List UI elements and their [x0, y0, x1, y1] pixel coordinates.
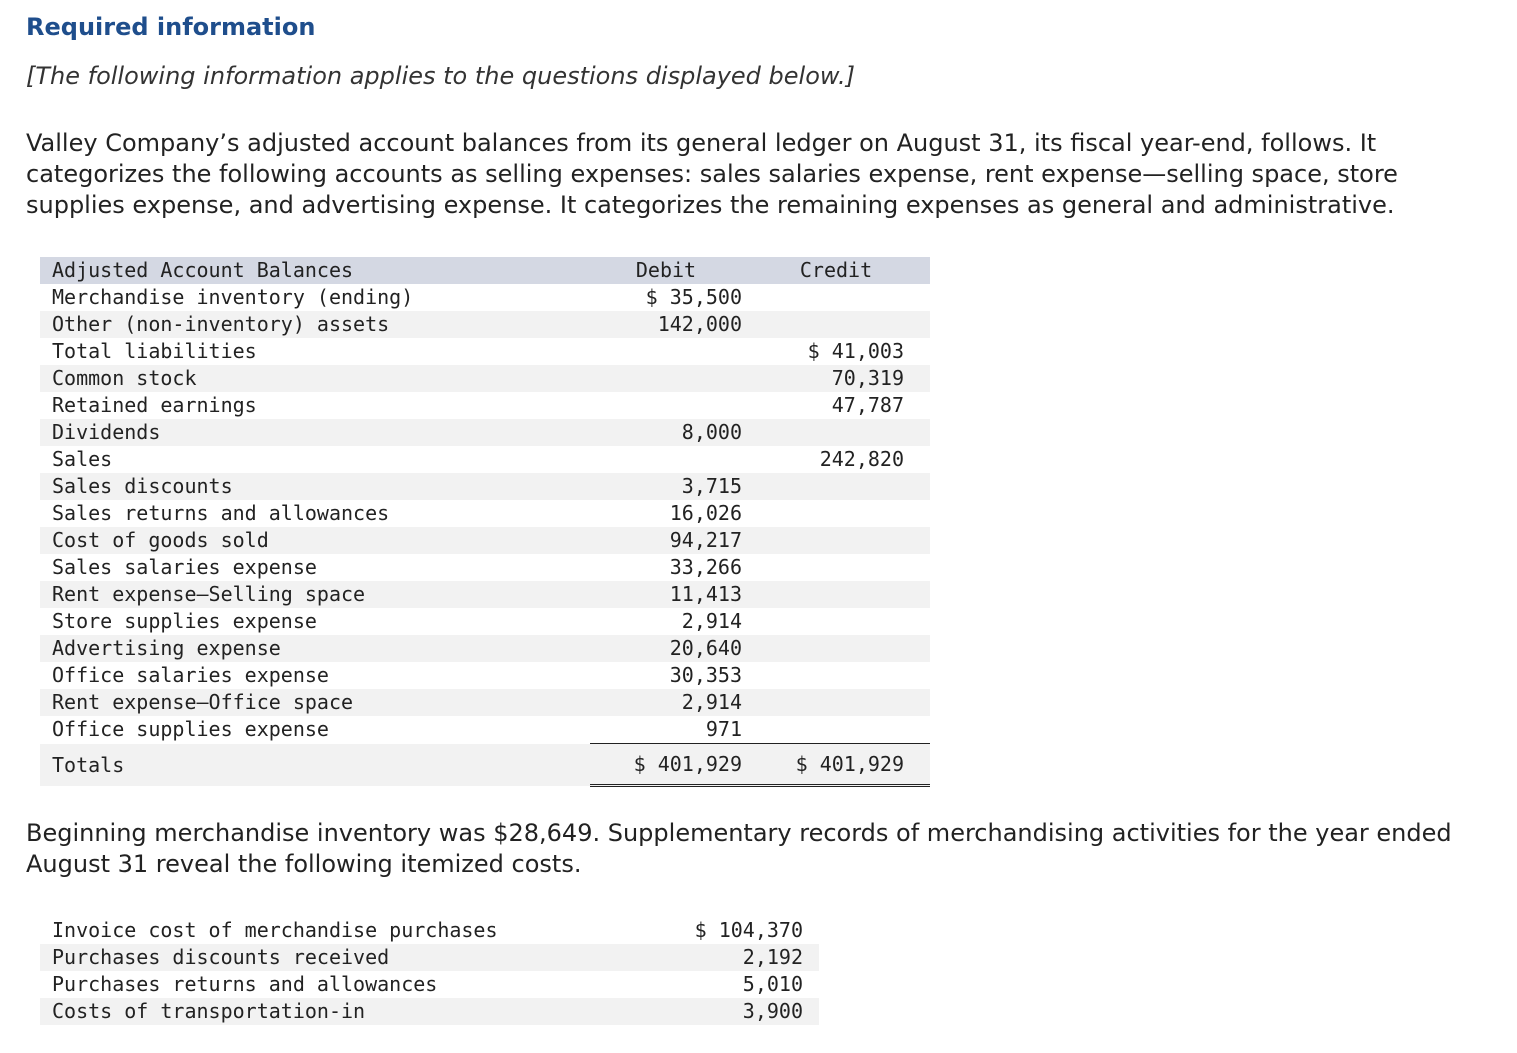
- table-row: [40, 554, 930, 581]
- account-name: Other (non-inventory) assets: [40, 311, 590, 338]
- adjusted-balances-table: [40, 257, 930, 787]
- page-heading: Required information: [26, 13, 316, 41]
- table-row: [40, 473, 930, 500]
- cost-label: Costs of transportation-in: [40, 998, 677, 1025]
- table-row: [40, 635, 930, 662]
- account-name: Office supplies expense: [52, 717, 329, 742]
- credit-value: [742, 635, 930, 662]
- account-name: Total liabilities: [52, 339, 257, 363]
- cost-amount: $ 104,370: [694, 918, 803, 942]
- table-row: [40, 716, 930, 744]
- totals-label: Totals: [40, 744, 590, 786]
- credit-value: 47,787: [831, 393, 904, 417]
- debit-value: 33,266: [669, 555, 742, 579]
- credit-value: [742, 473, 930, 500]
- credit-value: [742, 662, 930, 689]
- credit-value: [742, 716, 930, 744]
- table-row: [40, 419, 930, 446]
- account-name: Office salaries expense: [52, 663, 329, 687]
- cost-label: Purchases returns and allowances: [52, 972, 438, 996]
- credit-value: 70,319: [742, 365, 930, 392]
- table-header-row: [40, 257, 930, 284]
- debit-value: 8,000: [590, 419, 742, 446]
- cost-label: Purchases discounts received: [40, 944, 677, 971]
- column-header-debit: Debit: [590, 257, 742, 284]
- account-name: Dividends: [40, 419, 590, 446]
- debit-value: 20,640: [590, 635, 742, 662]
- credit-value: [742, 554, 930, 581]
- table-row: [40, 446, 930, 473]
- debit-value: [590, 338, 742, 365]
- credit-value: [742, 527, 930, 554]
- account-name: Rent expense—Office space: [40, 689, 590, 716]
- credit-value: [742, 419, 930, 446]
- credit-value: [742, 581, 930, 608]
- cost-amount: 3,900: [677, 998, 819, 1025]
- table-row: [40, 971, 819, 998]
- table-row: [40, 998, 819, 1025]
- account-name: Retained earnings: [52, 393, 257, 417]
- table-row: [40, 527, 930, 554]
- table-row: [40, 311, 930, 338]
- account-name: Sales: [52, 447, 113, 471]
- debit-value: 16,026: [669, 501, 742, 525]
- credit-value: [742, 608, 930, 635]
- credit-total: $ 401,929: [742, 744, 930, 786]
- account-name: Merchandise inventory (ending): [52, 285, 414, 309]
- debit-value: [590, 446, 742, 473]
- debit-value: 94,217: [590, 527, 742, 554]
- table-row: [40, 365, 930, 392]
- column-header-credit: Credit: [742, 257, 930, 284]
- debit-value: [590, 392, 742, 419]
- credit-value: [742, 500, 930, 527]
- account-name: Sales returns and allowances: [52, 501, 390, 525]
- table-row: [40, 500, 930, 527]
- credit-value: [742, 689, 930, 716]
- inventory-note-paragraph: Beginning merchandise inventory was $28,649. Supplementary records of merchandising activities for the year ended August 31 reveal the following itemized costs.: [26, 819, 1452, 878]
- credit-value: 242,820: [819, 447, 904, 471]
- debit-value: 142,000: [590, 311, 742, 338]
- account-name: Advertising expense: [40, 635, 590, 662]
- debit-value: 3,715: [590, 473, 742, 500]
- cost-amount: 2,192: [677, 944, 819, 971]
- debit-value: 2,914: [590, 689, 742, 716]
- itemized-costs-table: [40, 917, 819, 1025]
- table-row: [40, 392, 930, 419]
- debit-value: $ 35,500: [645, 285, 742, 309]
- debit-value: 971: [705, 717, 742, 741]
- account-name: Store supplies expense: [52, 609, 317, 633]
- table-row: [40, 662, 930, 689]
- cost-amount: 5,010: [742, 972, 803, 996]
- cost-label: Invoice cost of merchandise purchases: [52, 918, 498, 942]
- account-name: Sales discounts: [40, 473, 590, 500]
- table-row: [40, 917, 819, 944]
- intro-paragraph: Valley Company’s adjusted account balances from its general ledger on August 31, its fiscal year-end, follows. It categorizes the following accounts as selling expenses: sales salaries expense, rent expense—selling space, store supplies expense, and advertising expense. It categorizes the remaining expenses as general and administrative.: [26, 129, 1398, 219]
- column-header-account: Adjusted Account Balances: [40, 257, 590, 284]
- totals-row: [40, 744, 930, 786]
- table-row: [40, 944, 819, 971]
- credit-value: [742, 311, 930, 338]
- debit-value: 2,914: [681, 609, 742, 633]
- credit-value: [742, 284, 930, 311]
- table-row: [40, 608, 930, 635]
- subnote: [The following information applies to the questions displayed below.]: [26, 62, 855, 90]
- table-row: [40, 338, 930, 365]
- debit-value: [590, 365, 742, 392]
- account-name: Cost of goods sold: [40, 527, 590, 554]
- credit-value: $ 41,003: [807, 339, 904, 363]
- account-name: Sales salaries expense: [52, 555, 317, 579]
- debit-value: 11,413: [590, 581, 742, 608]
- debit-value: 30,353: [669, 663, 742, 687]
- table-row: [40, 284, 930, 311]
- table-row: [40, 689, 930, 716]
- account-name: Rent expense—Selling space: [40, 581, 590, 608]
- debit-total: $ 401,929: [590, 744, 742, 786]
- table-row: [40, 581, 930, 608]
- account-name: Common stock: [40, 365, 590, 392]
